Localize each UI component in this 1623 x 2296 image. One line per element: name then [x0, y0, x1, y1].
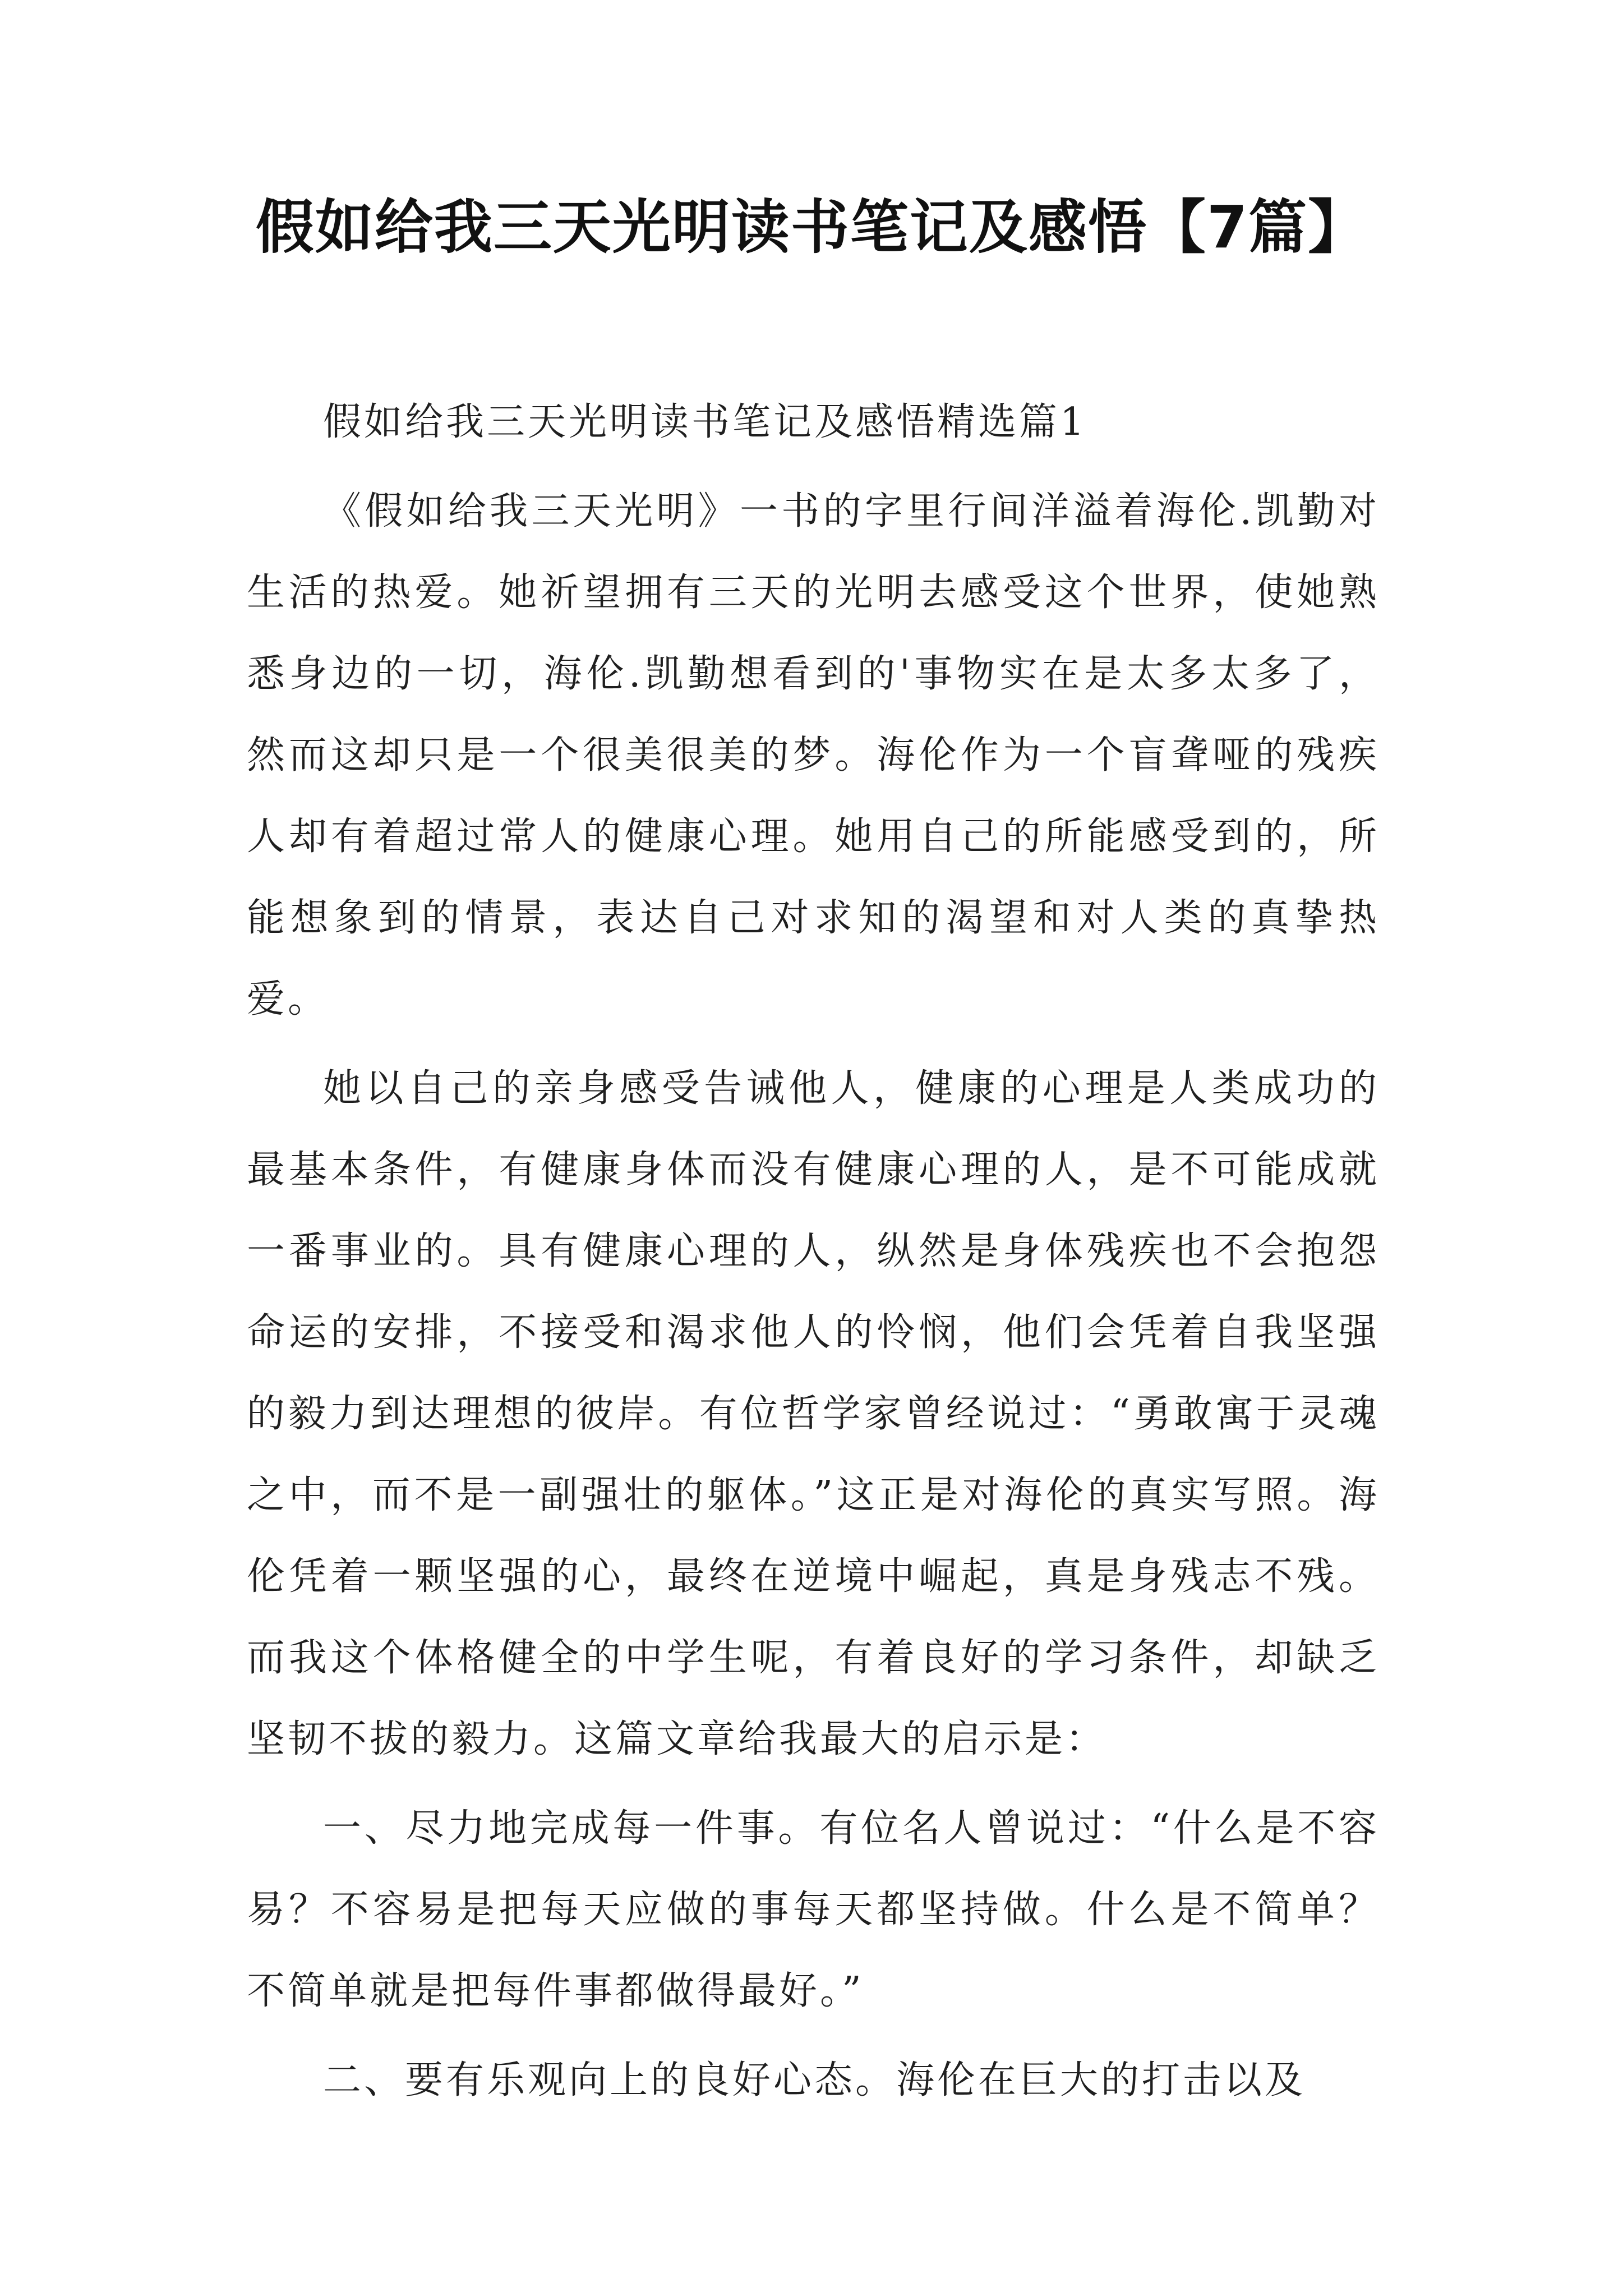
document-title: 假如给我三天光明读书笔记及感悟【7篇】: [255, 193, 1368, 261]
paragraph: 一、尽力地完成每一件事。有位名人曾说过：“什么是不容易？不容易是把每天应做的事每天都坚持做。什么是不简单？不简单就是把每件事都做得最好。”: [247, 1806, 1380, 2013]
paragraph: 二、要有乐观向上的良好心态。海伦在巨大的打击以及: [323, 2058, 1306, 2102]
document-body: [247, 381, 1380, 2121]
section-heading: 假如给我三天光明读书笔记及感悟精选篇1: [323, 400, 1087, 444]
paragraph: 《假如给我三天光明》一书的字里行间洋溢着海伦.凯勤对生活的热爱。她祈望拥有三天的光明去感受这个世界，使她熟悉身边的一切，海伦.凯勤想看到的'事物实在是太多太多了，然而这却只是一个很美很美的梦。海伦作为一个盲聋哑的残疾人却有着超过常人的健康心理。她用自己的所能感受到的，所能想象到的情景，表达自己对求知的渴望和对人类的真挚热爱。: [247, 489, 1380, 1022]
paragraph: 她以自己的亲身感受告诫他人，健康的心理是人类成功的最基本条件，有健康身体而没有健康心理的人，是不可能成就一番事业的。具有健康心理的人，纵然是身体残疾也不会抱怨命运的安排，不接受和渴求他人的怜悯，他们会凭着自我坚强的毅力到达理想的彼岸。有位哲学家曾经说过：“勇敢寓于灵魂之中，而不是一副强壮的躯体。”这正是对海伦的真实写照。海伦凭着一颗坚强的心，最终在逆境中崛起，真是身残志不残。而我这个体格健全的中学生呢，有着良好的学习条件，却缺乏坚韧不拔的毅力。这篇文章给我最大的启示是：: [247, 1066, 1380, 1761]
